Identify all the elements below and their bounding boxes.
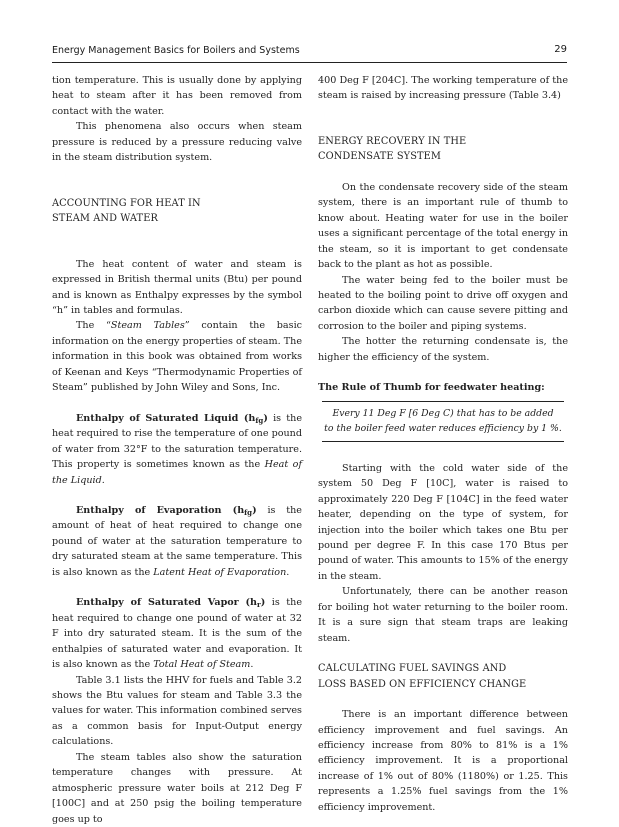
bold-term bbox=[76, 597, 265, 608]
text-run: Enthalpy of Saturated Liquid (h bbox=[76, 412, 256, 424]
spacer bbox=[52, 580, 302, 595]
spacer bbox=[318, 104, 568, 134]
heading-line: CALCULATING FUEL SAVINGS AND bbox=[318, 663, 507, 675]
rule-heading-text: The Rule of Thumb for feedwater heating: bbox=[318, 382, 545, 394]
paragraph bbox=[52, 503, 302, 580]
bold-term bbox=[76, 413, 268, 424]
text-run: ) bbox=[260, 597, 266, 609]
spacer bbox=[318, 446, 568, 461]
paragraph bbox=[52, 595, 302, 672]
spacer bbox=[318, 365, 568, 380]
section-heading bbox=[318, 661, 568, 692]
paragraph: On the condensate recovery side of the steam system, there is an important rule of thumb to know about. Heating water for use in the boiler uses a significant percentage of the total energy in the steam, so it is important to get condensate back to the plant as hot as possible. bbox=[318, 181, 568, 271]
heading-line: CONDENSATE SYSTEM bbox=[318, 151, 442, 163]
text-run: is the heat required to rise the temperature of one pound of water from 32°F to the saturation temperature. This property is sometimes known as the bbox=[52, 412, 302, 471]
spacer bbox=[318, 165, 568, 180]
paragraph: Table 3.1 lists the HHV for fuels and Table 3.2 shows the Btu values for steam and Table 3.3 the values for water. This information combined serves as a common basis for Input-Output energy calculations. bbox=[52, 674, 302, 748]
paragraph: Starting with the cold water side of the system 50 Deg F [10C], water is raised to approximately 220 Deg F [104C] in the feed water heater, depending on the type of system, for injection into the boiler which takes one Btu per pound per degree F. In this case 170 Btus per pound of water. This amounts to 15% of the energy in the steam. bbox=[318, 462, 568, 582]
rule-line-text: to the boiler feed water reduces efficiency by 1 %. bbox=[324, 422, 562, 434]
paragraph: Unfortunately, there can be another reason for boiling hot water returning to the boiler room. It is a sure sign that steam traps are leaking steam. bbox=[318, 586, 568, 644]
italic-term: Steam Tables bbox=[110, 320, 185, 332]
rule-of-thumb-text bbox=[318, 406, 568, 436]
left-column bbox=[52, 73, 302, 827]
paragraph: The water being fed to the boiler must be heated to the boiling point to drive off oxygen and carbon dioxide which can cause severe pitting and corrosion to the boiler and piping systems. bbox=[318, 274, 568, 332]
heading-line: STEAM AND WATER bbox=[52, 213, 158, 225]
subscript: fg bbox=[244, 507, 253, 517]
page-number: 29 bbox=[554, 44, 567, 55]
right-column bbox=[318, 73, 568, 815]
spacer bbox=[52, 166, 302, 196]
header-rule bbox=[52, 62, 567, 63]
text-run: . bbox=[250, 659, 254, 671]
text-run: . bbox=[101, 474, 105, 486]
paragraph: There is an important difference between efficiency improvement and fuel savings. An efficiency increase from 80% to 81% is a 1% efficiency improvement. It is a proportional increase of 1% out of 80% (1180%) or 1.25. This represents a 1.25% fuel savings from the 1% efficiency improvement. bbox=[318, 709, 568, 813]
running-header bbox=[52, 42, 567, 60]
text-run: The “ bbox=[76, 320, 111, 332]
rule-line-text: Every 11 Deg F [6 Deg C) that has to be added bbox=[332, 407, 554, 419]
text-run: is the heat required to change one pound of water at 32 F into dry saturated steam. It is the sum of the enthalpies of saturated water and evaporation. It is also known as the bbox=[52, 597, 302, 671]
heading-line: ENERGY RECOVERY IN THE bbox=[318, 135, 467, 147]
paragraph: 400 Deg F [204C]. The working temperature of the steam is raised by increasing pressure (Table 3.4) bbox=[318, 75, 568, 102]
rule-top-line bbox=[322, 401, 564, 402]
paragraph bbox=[52, 411, 302, 488]
running-title: Energy Management Basics for Boilers and Systems bbox=[52, 45, 300, 56]
text-run: Enthalpy of Saturated Vapor (h bbox=[76, 597, 258, 609]
paragraph: The steam tables also show the saturation temperature changes with pressure. At atmospheric pressure water boils at 212 Deg F [100C] and at 250 psig the boiling temperature goes up to bbox=[52, 751, 302, 825]
bold-term bbox=[76, 505, 257, 516]
spacer bbox=[318, 692, 568, 707]
heading-line: ACCOUNTING FOR HEAT IN bbox=[52, 197, 201, 209]
spacer bbox=[52, 227, 302, 257]
subscript: fg bbox=[255, 415, 264, 425]
paragraph: The heat content of water and steam is expressed in British thermal units (Btu) per pound and is known as Enthalpy expresses by the symbol “h” in tables and formulas. bbox=[52, 258, 302, 316]
italic-term: Heat of the Liquid bbox=[52, 459, 303, 486]
text-run: ) bbox=[263, 412, 268, 424]
italic-term: Total Heat of Steam bbox=[153, 659, 251, 671]
heading-line: LOSS BASED ON EFFICIENCY CHANGE bbox=[318, 678, 527, 690]
italic-term: Latent Heat of Evaporation bbox=[153, 566, 287, 578]
section-heading bbox=[318, 134, 568, 165]
text-run: ) bbox=[252, 504, 257, 516]
rule-bottom-line bbox=[322, 441, 564, 442]
spacer bbox=[52, 488, 302, 503]
paragraph: tion temperature. This is usually done by applying heat to steam after it has been removed from contact with the water. bbox=[52, 75, 302, 117]
paragraph bbox=[52, 318, 302, 395]
spacer bbox=[318, 646, 568, 661]
text-run: ” contain the basic information on the energy properties of steam. The information in this book was obtained from works of Keenan and Keys “Thermodynamic Properties of Steam” published by John Wiley and Sons, Inc. bbox=[52, 320, 303, 394]
text-run: . bbox=[286, 566, 290, 578]
section-heading bbox=[52, 196, 302, 227]
subscript: r bbox=[257, 600, 261, 610]
text-run: Enthalpy of Evaporation (h bbox=[76, 504, 245, 516]
rule-of-thumb-heading bbox=[318, 380, 568, 395]
spacer bbox=[52, 396, 302, 411]
text-run: is the amount of heat of heat required to change one pound of water at the saturation temperature to dry saturated steam at the same temperature. This is also known as the bbox=[52, 504, 302, 578]
paragraph: This phenomena also occurs when steam pressure is reduced by a pressure reducing valve in the steam distribution system. bbox=[52, 121, 302, 164]
paragraph: The hotter the returning condensate is, the higher the efficiency of the system. bbox=[318, 336, 568, 363]
